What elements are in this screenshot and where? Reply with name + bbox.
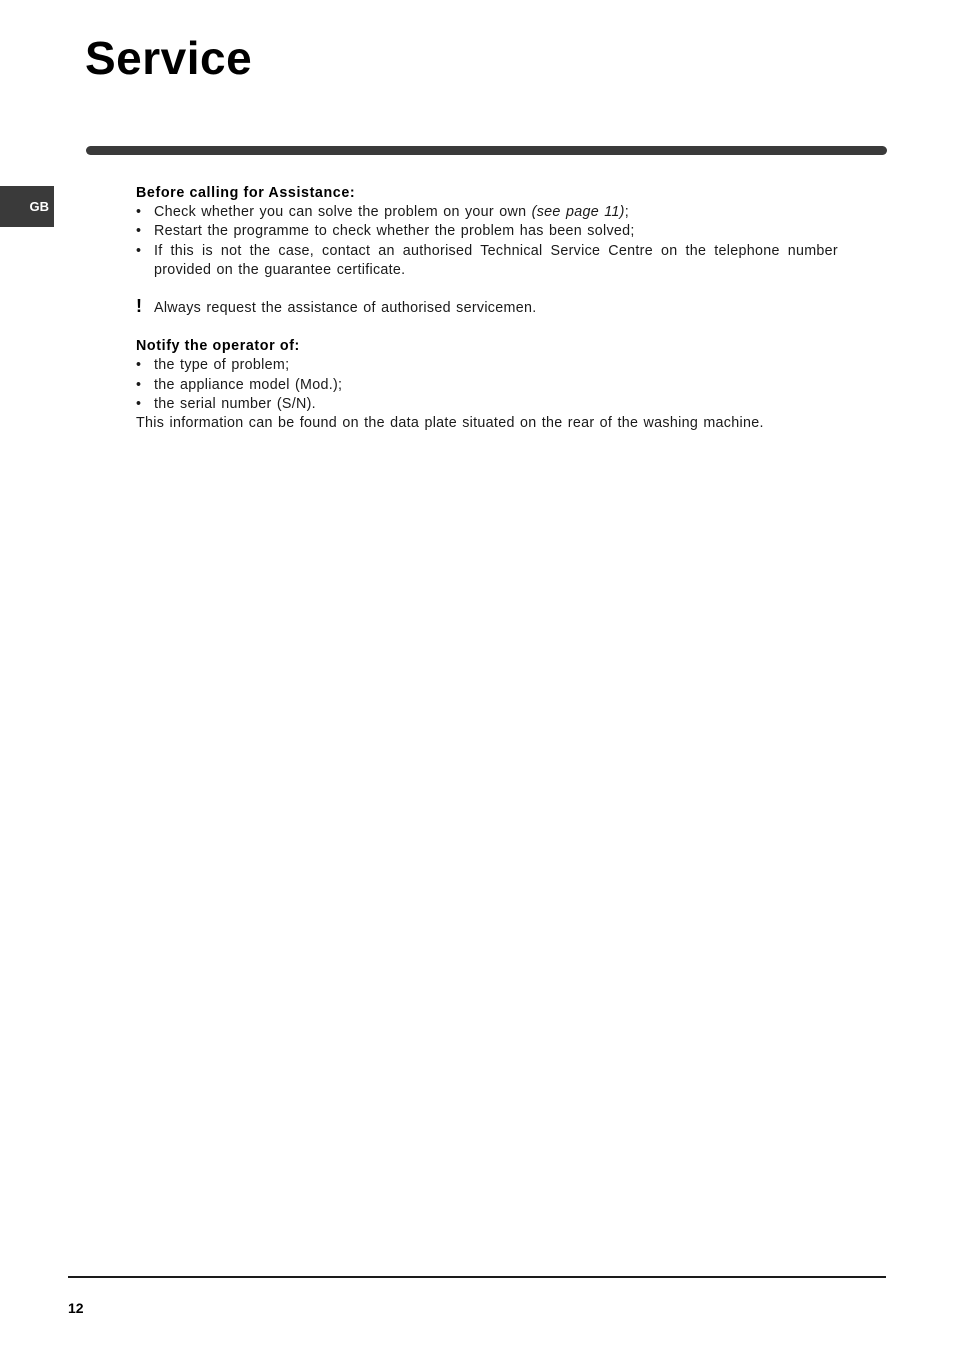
title-divider	[86, 146, 887, 155]
before-calling-heading: Before calling for Assistance:	[136, 185, 356, 201]
bullet-icon: •	[136, 395, 142, 412]
list-item	[136, 203, 838, 222]
warning-icon: !	[136, 296, 143, 317]
data-plate-info: This information can be found on the data plate situated on the rear of the washing machine.	[136, 415, 764, 432]
notify-list	[136, 356, 838, 414]
before-calling-list	[136, 203, 838, 280]
list-item	[136, 376, 838, 395]
list-item-text: the serial number (S/N).	[154, 395, 316, 412]
list-item-text: Restart the programme to check whether the problem has been solved;	[154, 223, 635, 240]
list-item	[136, 222, 838, 241]
list-item-text: the type of problem;	[154, 357, 290, 374]
footer-divider	[68, 1276, 886, 1278]
language-tab: GB	[0, 186, 54, 227]
bullet-icon: •	[136, 357, 142, 374]
warning-text: Always request the assistance of authorised servicemen.	[154, 300, 537, 317]
list-item-text: the appliance model (Mod.);	[154, 376, 343, 393]
list-item-text: Check whether you can solve the problem on your own	[154, 204, 532, 221]
page-number: 12	[68, 1300, 84, 1316]
list-item	[136, 242, 838, 280]
page-title: Service	[85, 32, 253, 84]
page-reference: (see page 11)	[531, 204, 625, 221]
bullet-icon: •	[136, 223, 142, 240]
bullet-icon: •	[136, 204, 142, 221]
bullet-icon: •	[136, 242, 142, 259]
list-item-suffix: ;	[624, 204, 630, 221]
service-content	[136, 184, 838, 433]
bullet-icon: •	[136, 376, 142, 393]
list-item-text: If this is not the case, contact an authorised Technical Service Centre on the telephone number provided on the guarantee certificate.	[154, 242, 838, 278]
list-item	[136, 356, 838, 375]
list-item	[136, 395, 838, 414]
warning-note	[136, 296, 838, 318]
notify-heading: Notify the operator of:	[136, 338, 300, 355]
